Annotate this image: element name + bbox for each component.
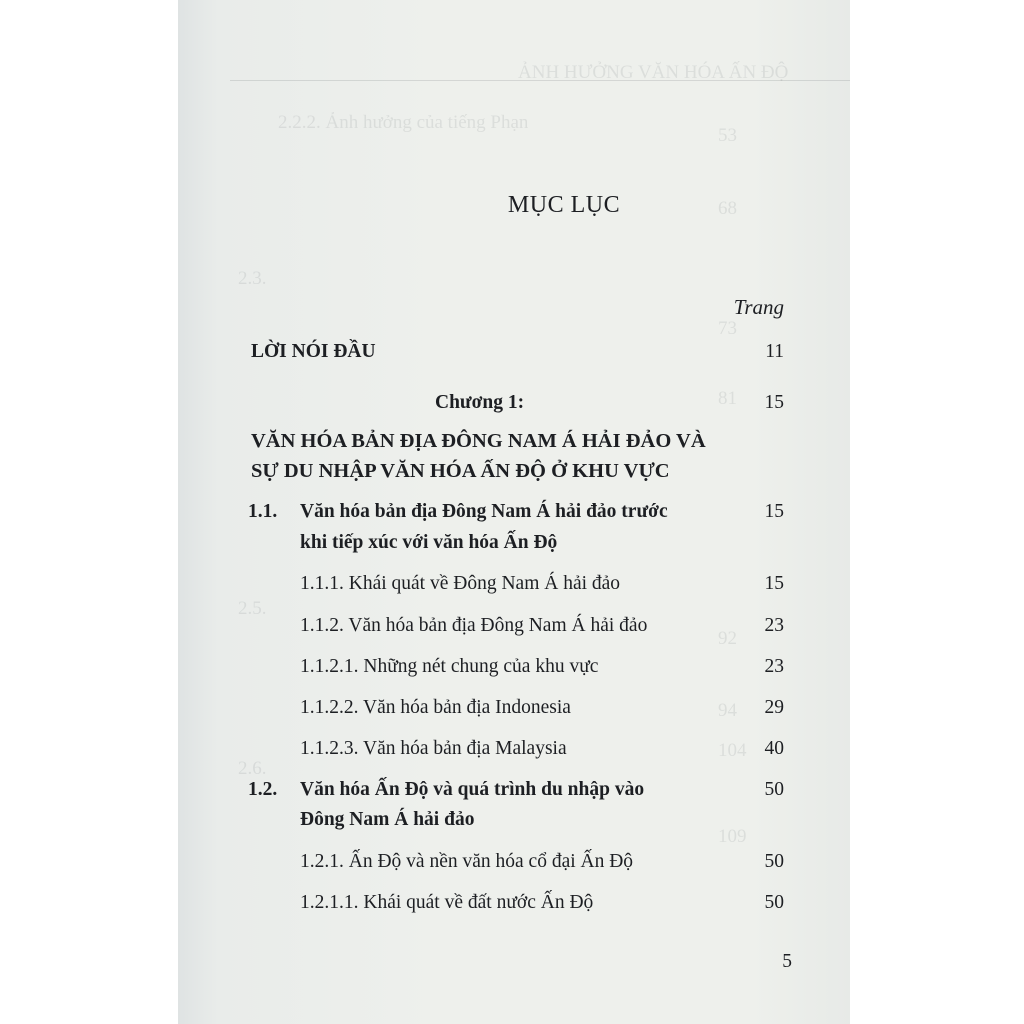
- toc-entry-page: 15: [764, 392, 784, 413]
- toc-entry-page: 15: [764, 573, 784, 594]
- toc-entry-page: 40: [764, 738, 784, 759]
- page-title: MỤC LỤC: [507, 192, 621, 218]
- show-through-text: 73: [718, 318, 737, 339]
- show-through-text: 94: [718, 700, 737, 721]
- right-margin: [850, 0, 1024, 1024]
- show-through-text: 2.5.: [238, 598, 267, 619]
- toc-entry-page: 50: [764, 779, 784, 800]
- show-through-text: ẢNH HƯỞNG VĂN HÓA ẤN ĐỘ: [518, 62, 789, 83]
- chapter-label: Chương 1:: [435, 392, 525, 413]
- toc-entry-number: 1.2.: [248, 779, 278, 800]
- show-through-rule: [230, 80, 850, 81]
- show-through-text: 68: [718, 198, 737, 219]
- toc-entry-text: 1.1.1. Khái quát về Đông Nam Á hải đảo: [300, 573, 621, 594]
- toc-entry-text: Văn hóa bản địa Đông Nam Á hải đảo trước: [300, 501, 668, 522]
- toc-entry-text: 1.1.2.1. Những nét chung của khu vực: [300, 656, 599, 677]
- toc-entry-page: 29: [764, 697, 784, 718]
- show-through-text: 81: [718, 388, 737, 409]
- page-column-label: Trang: [733, 295, 784, 319]
- toc-entry-page: 23: [764, 656, 784, 677]
- toc-entry-text: 1.1.2.2. Văn hóa bản địa Indonesia: [300, 697, 571, 718]
- toc-entry-text: 1.2.1.1. Khái quát về đất nước Ấn Độ: [300, 892, 594, 913]
- toc-entry-number: 1.1.: [248, 501, 278, 522]
- toc-entry-page: 50: [764, 892, 784, 913]
- toc-entry-page: 50: [764, 851, 784, 872]
- chapter-title-line-2: SỰ DU NHẬP VĂN HÓA ẤN ĐỘ Ở KHU VỰC: [251, 460, 670, 482]
- toc-entry-text: 1.2.1. Ấn Độ và nền văn hóa cổ đại Ấn Độ: [300, 851, 634, 872]
- show-through-text: 109: [718, 826, 747, 847]
- show-through-text: 2.3.: [238, 268, 267, 289]
- toc-entry-page: 15: [764, 501, 784, 522]
- toc-entry-page: 23: [764, 615, 784, 636]
- toc-entry-text-continued: Đông Nam Á hải đảo: [300, 809, 475, 830]
- toc-entry-text-continued: khi tiếp xúc với văn hóa Ấn Độ: [300, 532, 558, 553]
- chapter-title-line-1: VĂN HÓA BẢN ĐỊA ĐÔNG NAM Á HẢI ĐẢO VÀ: [251, 430, 706, 452]
- left-margin: [0, 0, 178, 1024]
- toc-entry-text: Văn hóa Ấn Độ và quá trình du nhập vào: [300, 779, 645, 800]
- show-through-text: 2.6.: [238, 758, 267, 779]
- toc-entry-text: LỜI NÓI ĐẦU: [251, 341, 376, 362]
- book-page: [178, 0, 850, 1024]
- show-through-text: 53: [718, 125, 737, 146]
- toc-entry-page: 11: [765, 341, 784, 362]
- show-through-text: 2.2.2. Ảnh hưởng của tiếng Phạn: [278, 112, 529, 133]
- page-number: 5: [782, 951, 792, 972]
- toc-entry-text: 1.1.2.3. Văn hóa bản địa Malaysia: [300, 738, 567, 759]
- show-through-text: 104: [718, 740, 747, 761]
- toc-entry-text: 1.1.2. Văn hóa bản địa Đông Nam Á hải đảo: [300, 615, 648, 636]
- show-through-text: 92: [718, 628, 737, 649]
